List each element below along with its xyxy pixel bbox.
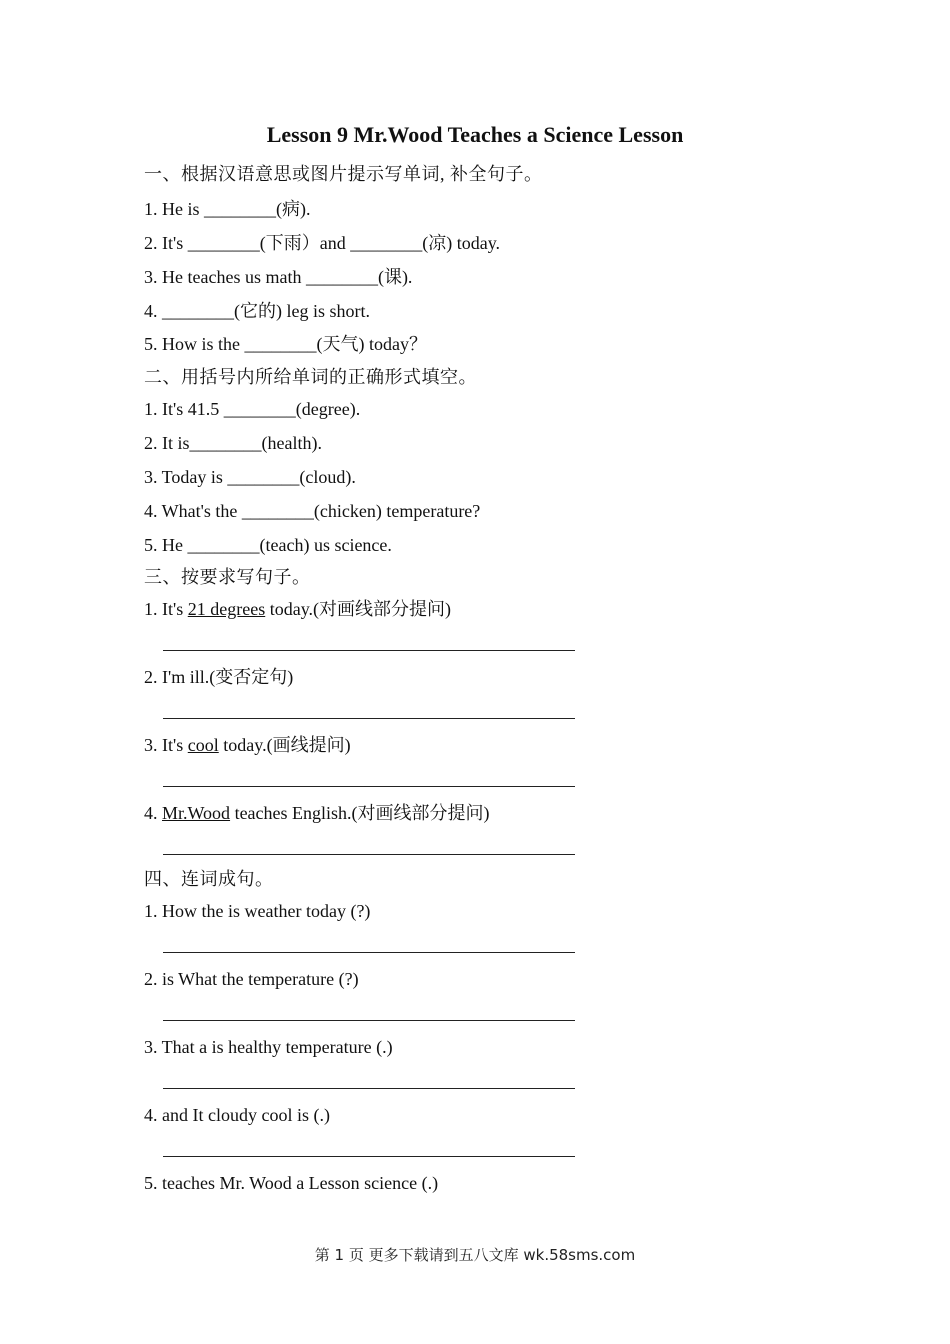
part3-item-4: [144, 802, 490, 824]
part4-item-4: 4. and It cloudy cool is (.): [144, 1105, 330, 1125]
part4-item-5: 5. teaches Mr. Wood a Lesson science (.): [144, 1173, 439, 1193]
answer-line: [163, 650, 575, 651]
answer-line: [163, 854, 575, 855]
part3-item-1-post: today.(对画线部分提问): [265, 599, 452, 619]
part3-item-4-underlined: Mr.Wood: [162, 803, 231, 823]
part3-item-1-underlined: 21 degrees: [187, 599, 266, 619]
part3-item-3-post: today.(画线提问): [218, 735, 351, 755]
page-title: Lesson 9 Mr.Wood Teaches a Science Lesson: [266, 122, 684, 147]
part2-item-4: 4. What's the ________(chicken) temperature?: [144, 501, 481, 521]
part3-item-4-pre: 4.: [144, 803, 162, 823]
part2-item-2: 2. It is________(health).: [144, 433, 322, 453]
part4-item-1: 1. How the is weather today (?): [144, 901, 371, 921]
section-heading-3: 三、按要求写句子。: [144, 567, 311, 587]
section-heading-4: 四、连词成句。: [144, 869, 274, 889]
answer-line: [163, 786, 575, 787]
page-footer: 第 1 页 更多下载请到五八文库 wk.58sms.com: [314, 1246, 636, 1264]
part3-item-1-pre: 1. It's: [144, 599, 188, 619]
part1-item-1: 1. He is ________(病).: [144, 199, 311, 219]
answer-line: [163, 1088, 575, 1089]
answer-line: [163, 952, 575, 953]
part2-item-3: 3. Today is ________(cloud).: [144, 467, 356, 487]
answer-line: [163, 1156, 575, 1157]
part1-item-4: 4. ________(它的) leg is short.: [144, 301, 370, 321]
part2-item-1: 1. It's 41.5 ________(degree).: [144, 399, 361, 419]
section-heading-2: 二、用括号内所给单词的正确形式填空。: [144, 367, 477, 387]
answer-line: [163, 1020, 575, 1021]
answer-line: [163, 718, 575, 719]
part3-item-4-post: teaches English.(对画线部分提问): [230, 803, 490, 823]
part4-item-3: 3. That a is healthy temperature (.): [144, 1037, 393, 1057]
part1-item-3: 3. He teaches us math ________(课).: [144, 267, 413, 287]
part2-item-5: 5. He ________(teach) us science.: [144, 535, 392, 555]
part1-item-5: 5. How is the ________(天气) today？: [144, 334, 427, 354]
section-heading-1: 一、根据汉语意思或图片提示写单词, 补全句子。: [144, 164, 543, 184]
part3-item-3: [144, 734, 351, 756]
part3-item-1: [144, 598, 451, 620]
part1-item-2: 2. It's ________(下雨）and ________(凉) today.: [144, 233, 501, 253]
part3-item-3-pre: 3. It's: [144, 735, 188, 755]
part3-item-3-underlined: cool: [187, 735, 219, 755]
part4-item-2: 2. is What the temperature (?): [144, 969, 359, 989]
part3-item-2-pre: 2. I'm ill.(变否定句): [144, 667, 294, 687]
part3-item-2: [144, 666, 293, 688]
